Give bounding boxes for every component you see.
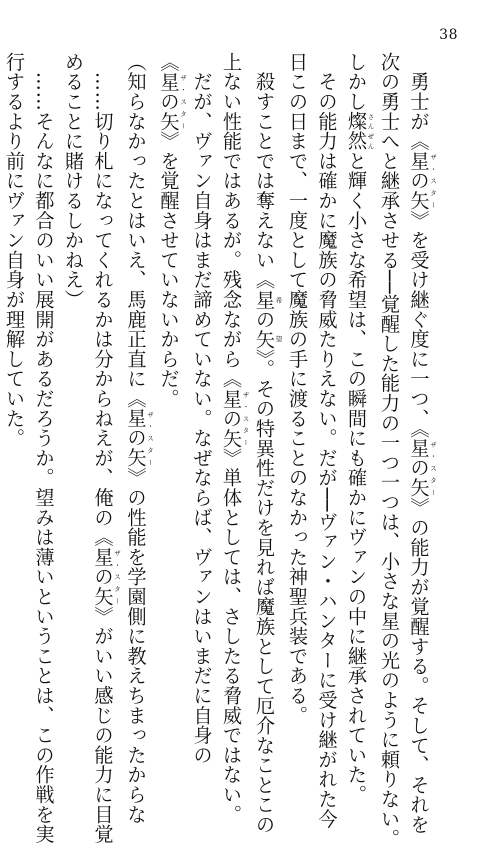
ruby-term [91, 546, 121, 607]
ruby-reading: ザ・スター [429, 151, 437, 211]
text-segment: 日この日まで、一度として魔族の手に渡ることのなかった神聖兵装である。 [286, 52, 309, 726]
ruby-reading: ザ・スター [179, 71, 187, 132]
text-segment: 次の勇士へと継承させる──覚醒した能力の一つ一つは、小さな星の光のように頼りない。 [378, 52, 401, 849]
ruby-base: 星の矢 [407, 438, 431, 498]
text-line [217, 52, 250, 825]
text-segment: しかし [345, 52, 368, 112]
text-segment: 《 [157, 52, 181, 72]
ruby-reading: ザ・スター [241, 388, 250, 449]
text-line [88, 52, 121, 844]
text-segment: 》がいい感じの能力に目覚 [91, 606, 115, 844]
text-line [29, 52, 59, 844]
ruby-base: 星の矢 [253, 289, 276, 350]
ruby-term [253, 289, 283, 350]
page-number: 38 [439, 27, 458, 43]
text-segment: だが、ヴァン自身はまだ諦めていない。なぜならば、ヴァンはいまだに自身の [190, 52, 214, 765]
ruby-reading: ザ・スター [146, 408, 154, 468]
ruby-reading: ザ・スター [113, 546, 121, 607]
ruby-base: 星の矢 [220, 388, 243, 449]
text-segment: と輝く小さな希望は、この瞬間にも確かにヴァンの中に継承されていた。 [345, 151, 368, 805]
text-segment: 上ない性能ではあるが。残念ながら《 [220, 52, 243, 389]
ruby-term [407, 151, 437, 211]
text-segment: その能力は確かに魔族の脅威たりえない。だが──ヴァン・ハンターに受け継がれた今 [315, 52, 339, 829]
text-segment: めることに賭けるしかねえ） [62, 52, 85, 310]
ruby-term [407, 438, 437, 498]
text-segment: 》の性能を学園側に教えちまったからな [124, 467, 148, 825]
text-segment: 》。その特異性だけを見れば魔族として厄介なことこの [253, 349, 276, 835]
text-segment: 》を覚醒させていないからだ。 [157, 131, 181, 409]
text-segment: 勇士が《 [407, 52, 431, 151]
ruby-term [220, 388, 250, 449]
ruby-term [157, 71, 187, 132]
ruby-term [124, 408, 154, 468]
text-line [187, 52, 217, 765]
ruby-base: 星の矢 [407, 151, 431, 211]
ruby-base: 星の矢 [157, 71, 181, 132]
text-line [0, 52, 29, 672]
text-line [283, 52, 313, 726]
text-line [375, 52, 405, 849]
text-line [59, 52, 89, 672]
text-segment: 》単体としては、さしたる脅威ではない。 [220, 448, 243, 825]
text-segment: ……そんなに都合のいい展開があるだろうか。望みは薄いということは、この作戦を実 [32, 52, 56, 844]
ruby-base: 星の矢 [91, 546, 115, 607]
ruby-reading: 希望 [274, 289, 283, 350]
text-segment: （知らなかったとはいえ、馬鹿正直に《 [124, 52, 148, 409]
text-line [342, 52, 375, 805]
ruby-base: 燦然 [345, 111, 368, 152]
text-segment: 》の能力が覚醒する。そして、それを [407, 497, 431, 835]
ruby-term [345, 111, 375, 152]
ruby-base: 星の矢 [124, 408, 148, 468]
text-line [121, 52, 154, 825]
novel-text-block [0, 52, 437, 849]
text-segment: 》を受け継ぐ度に一つ、《 [407, 210, 431, 439]
text-line [404, 52, 437, 835]
ruby-reading: さんぜん [366, 111, 375, 151]
text-segment: 行するより前にヴァン自身が理解していた。 [3, 52, 26, 448]
text-segment: 殺すことでは奪えない《 [253, 52, 276, 290]
text-line [312, 52, 342, 829]
ruby-reading: ザ・スター [429, 438, 437, 498]
text-segment: ……切り札になってくれるかは分からねえが、俺の《 [91, 52, 115, 547]
text-line [250, 52, 283, 835]
text-line [154, 52, 187, 672]
